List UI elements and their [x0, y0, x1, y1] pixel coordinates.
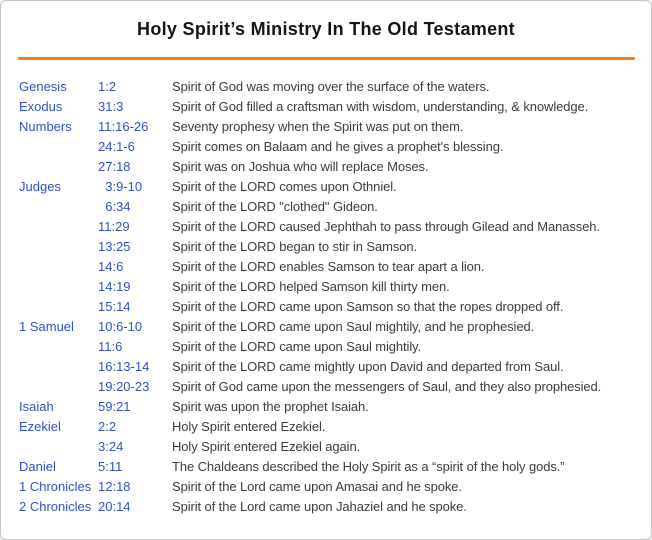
- verse-reference: 16:13-14: [98, 358, 150, 374]
- table-row: [1, 496, 651, 516]
- verse-reference: 3:24: [98, 438, 124, 454]
- table-row: [1, 76, 651, 96]
- table-row: [1, 356, 651, 376]
- verse-description: Spirit of the LORD came upon Saul mightily.: [172, 338, 422, 354]
- verse-reference: 6:34: [98, 198, 131, 214]
- verse-reference: 59:21: [98, 398, 131, 414]
- table-row: [1, 256, 651, 276]
- book-name: Daniel: [19, 458, 56, 474]
- book-name: Exodus: [19, 98, 63, 114]
- book-name: 1 Samuel: [19, 318, 74, 334]
- verse-reference: 11:29: [98, 218, 130, 234]
- book-name: 1 Chronicles: [19, 478, 92, 494]
- book-name: Judges: [19, 178, 61, 194]
- table-row: [1, 216, 651, 236]
- book-name: Genesis: [19, 78, 67, 94]
- verse-reference: 10:6-10: [98, 318, 143, 334]
- verse-reference: 13:25: [98, 238, 131, 254]
- verse-reference: 5:11: [98, 458, 123, 474]
- verse-description: The Chaldeans described the Holy Spirit as a “spirit of the holy gods.”: [172, 458, 565, 474]
- table-row: [1, 376, 651, 396]
- verse-description: Spirit of the LORD came upon Saul mightily, and he prophesied.: [172, 318, 535, 334]
- verse-description: Spirit of the LORD came mightly upon David and departed from Saul.: [172, 358, 564, 374]
- verse-reference: 12:18: [98, 478, 131, 494]
- verse-description: Spirit of the LORD began to stir in Samson.: [172, 238, 417, 254]
- table-row: [1, 456, 651, 476]
- table-row: [1, 296, 651, 316]
- table-row: [1, 276, 651, 296]
- verse-description: Spirit of the LORD helped Samson kill thirty men.: [172, 278, 450, 294]
- table-row: [1, 396, 651, 416]
- page-title: Holy Spirit’s Ministry In The Old Testament: [137, 19, 515, 39]
- scripture-reference-table: [1, 76, 651, 516]
- verse-reference: 14:6: [98, 258, 124, 274]
- verse-description: Spirit of the LORD caused Jephthah to pass through Gilead and Manasseh.: [172, 218, 600, 234]
- verse-reference: 1:2: [98, 78, 117, 94]
- verse-description: Spirit of the Lord came upon Jahaziel and he spoke.: [172, 498, 467, 514]
- table-row: [1, 336, 651, 356]
- book-name: Ezekiel: [19, 418, 61, 434]
- verse-reference: 20:14: [98, 498, 131, 514]
- table-row: [1, 96, 651, 116]
- verse-description: Spirit of the LORD "clothed" Gideon.: [172, 198, 378, 214]
- verse-description: Spirit of the LORD came upon Samson so that the ropes dropped off.: [172, 298, 564, 314]
- verse-reference: 11:16-26: [98, 118, 149, 134]
- verse-reference: 31:3: [98, 98, 124, 114]
- orange-divider-rule: [18, 57, 635, 60]
- table-row: [1, 176, 651, 196]
- table-row: [1, 476, 651, 496]
- table-row: [1, 436, 651, 456]
- verse-description: Spirit was on Joshua who will replace Moses.: [172, 158, 429, 174]
- verse-description: Spirit of God filled a craftsman with wisdom, understanding, & knowledge.: [172, 98, 589, 114]
- table-row: [1, 156, 651, 176]
- table-row: [1, 236, 651, 256]
- verse-reference: 2:2: [98, 418, 117, 434]
- verse-reference: 15:14: [98, 298, 131, 314]
- verse-reference: 11:6: [98, 338, 123, 354]
- verse-description: Spirit was upon the prophet Isaiah.: [172, 398, 369, 414]
- book-name: Numbers: [19, 118, 72, 134]
- book-name: 2 Chronicles: [19, 498, 92, 514]
- table-row: [1, 136, 651, 156]
- verse-description: Spirit of God was moving over the surface of the waters.: [172, 78, 490, 94]
- verse-description: Spirit of the LORD enables Samson to tear apart a lion.: [172, 258, 485, 274]
- verse-description: Spirit comes on Balaam and he gives a prophet's blessing.: [172, 138, 504, 154]
- table-row: [1, 416, 651, 436]
- verse-description: Spirit of God came upon the messengers of Saul, and they also prophesied.: [172, 378, 602, 394]
- verse-reference: 3:9-10: [98, 178, 143, 194]
- verse-reference: 24:1-6: [98, 138, 135, 154]
- book-name: Isaiah: [19, 398, 54, 414]
- verse-reference: 19:20-23: [98, 378, 150, 394]
- verse-description: Holy Spirit entered Ezekiel.: [172, 418, 326, 434]
- verse-description: Seventy prophesy when the Spirit was put on them.: [172, 118, 464, 134]
- table-row: [1, 116, 651, 136]
- verse-description: Spirit of the LORD comes upon Othniel.: [172, 178, 397, 194]
- verse-description: Holy Spirit entered Ezekiel again.: [172, 438, 361, 454]
- verse-reference: 27:18: [98, 158, 131, 174]
- table-row: [1, 316, 651, 336]
- table-row: [1, 196, 651, 216]
- verse-description: Spirit of the Lord came upon Amasai and he spoke.: [172, 478, 462, 494]
- verse-reference: 14:19: [98, 278, 131, 294]
